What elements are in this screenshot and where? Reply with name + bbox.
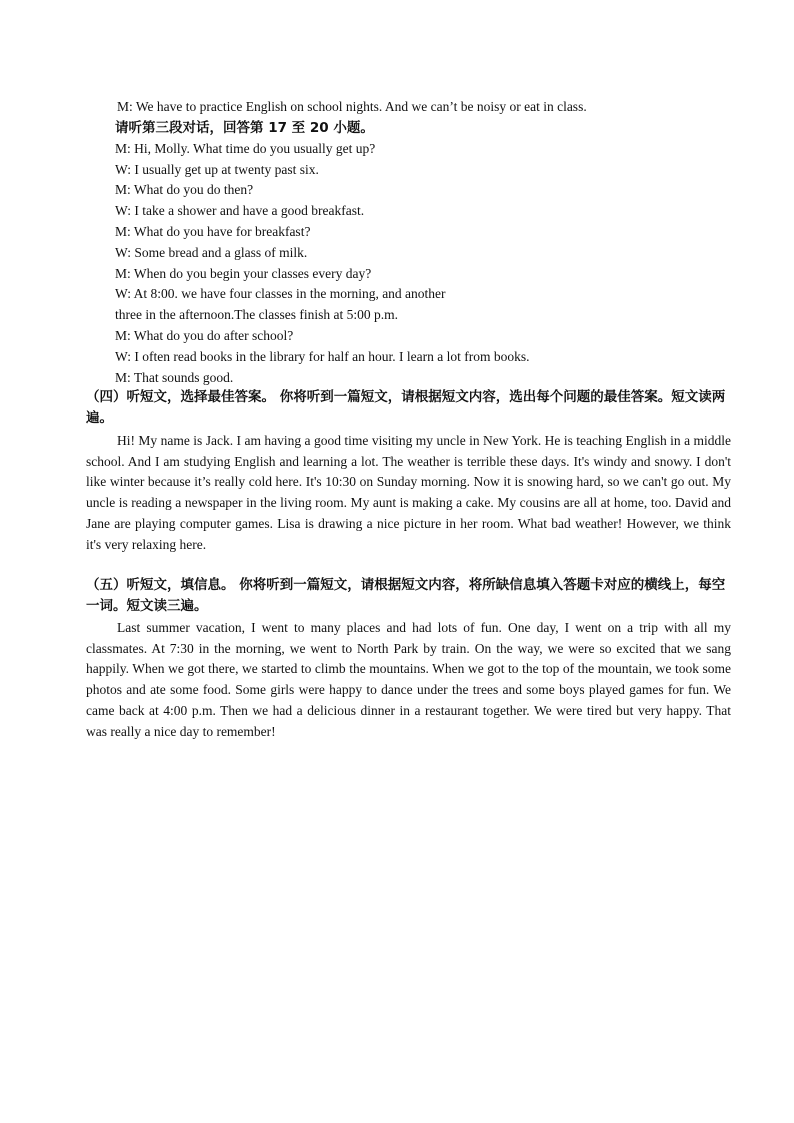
dialogue-line: M: What do you do after school? [115, 328, 294, 343]
dialogue-line: M: Hi, Molly. What time do you usually get up? [115, 141, 376, 156]
dialogue-line: W: I usually get up at twenty past six. [115, 162, 319, 177]
section4-passage-text: Hi! My name is Jack. I am having a good time visiting my uncle in New York. He is teaching English in a middle school. And I am studying English and learning a lot. The weather is terrible these days. It's windy and snowy. I don't like winter because it’s really cold here. It's 10:30 on Sunday morning. Now it is snowing hard, so we can't go out. My uncle is reading a newspaper in the living room. My aunt is making a cake. My cousins are all at home, too. David and Jane are playing computer games. Lisa is drawing a nice picture in her room. What bad weather! However, we think it's very relaxing here. [86, 433, 731, 552]
section3-heading: 请听第三段对话，回答第 17 至 20 小题。 [115, 120, 374, 136]
dialogue-line: M: What do you have for breakfast? [115, 224, 311, 239]
dialogue-line: W: I often read books in the library for half an hour. I learn a lot from books. [115, 349, 530, 364]
section4-passage [86, 431, 731, 555]
dialogue-line: M: When do you begin your classes every day? [115, 266, 372, 281]
dialogue-line: M: What do you do then? [115, 182, 254, 197]
section5-passage-text: Last summer vacation, I went to many places and had lots of fun. One day, I went on a trip with all my classmates. At 7:30 in the morning, we went to North Park by train. On the way, we were so excited that we sang happily. When we got there, we started to climb the mountains. When we got to the top of the mountain, we took some photos and ate some food. Some girls were happy to dance under the trees and some boys played games for fun. We came back at 4:00 p.m. Then we had a delicious dinner in a restaurant together. We were tired but very happy. That was really a nice day to remember! [86, 620, 731, 739]
section5-passage [86, 618, 731, 742]
section5-heading: （五）听短文，填信息。 你将听到一篇短文，请根据短文内容，将所缺信息填入答题卡对应的横线上，每空一词。短文读三遍。 [86, 577, 726, 614]
section4-heading: （四）听短文，选择最佳答案。 你将听到一篇短文，请根据短文内容，选出每个问题的最佳答案。短文读两遍。 [86, 389, 726, 426]
dialogue-line: W: I take a shower and have a good breakfast. [115, 203, 365, 218]
dialogue-line: W: Some bread and a glass of milk. [115, 245, 308, 260]
dialogue-line: three in the afternoon.The classes finish at 5:00 p.m. [115, 307, 399, 322]
dialogue-intro-line: M: We have to practice English on school nights. And we can’t be noisy or eat in class. [117, 99, 587, 114]
dialogue-line: M: That sounds good. [115, 370, 234, 385]
dialogue-line: W: At 8:00. we have four classes in the morning, and another [115, 286, 446, 301]
